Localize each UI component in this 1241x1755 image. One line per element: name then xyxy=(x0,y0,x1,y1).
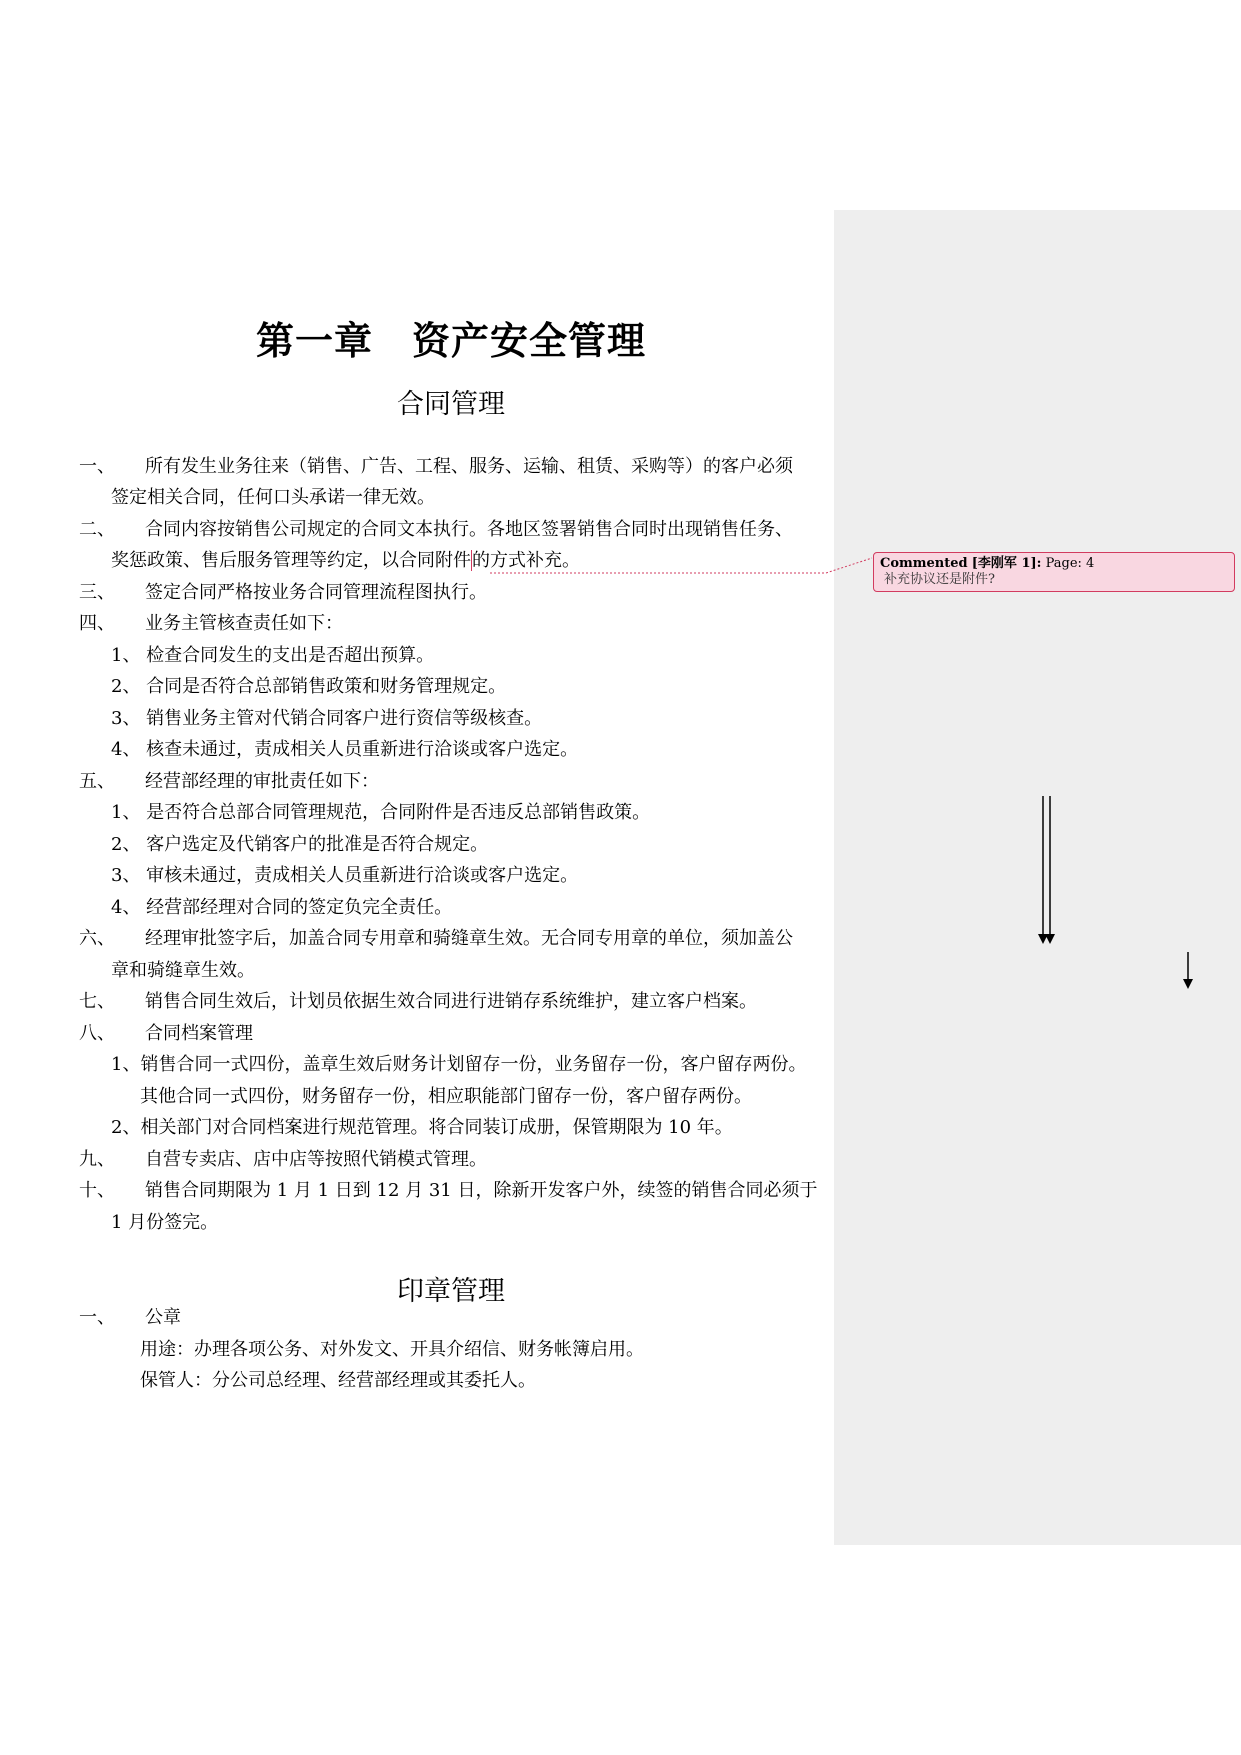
item-text: 奖惩政策、售后服务管理等约定，以合同附件 xyxy=(111,550,471,571)
item-text: 自营专卖店、店中店等按照代销模式管理。 xyxy=(145,1149,487,1170)
item-number: 九、 xyxy=(79,1149,115,1170)
section-title-contract: 合同管理 xyxy=(397,389,505,420)
item-text: 章和骑缝章生效。 xyxy=(111,960,255,981)
item-number: 六、 xyxy=(79,928,115,949)
item-number: 一、 xyxy=(79,1307,115,1328)
item-text: 签定合同严格按业务合同管理流程图执行。 xyxy=(145,582,487,603)
item-text: 经理审批签字后，加盖合同专用章和骑缝章生效。无合同专用章的单位，须加盖公 xyxy=(145,928,793,949)
comment-author: [李刚军 1]: xyxy=(971,556,1042,571)
comment-label: Commented xyxy=(880,556,968,571)
sub-item: 1、销售合同一式四份，盖章生效后财务计划留存一份，业务留存一份，客户留存两份。 xyxy=(111,1054,807,1075)
item-text: 销售合同期限为 1 月 1 日到 12 月 31 日，除新开发客户外，续签的销售合同必须于 xyxy=(145,1180,818,1201)
item-number: 三、 xyxy=(79,582,115,603)
comment-anchor-text[interactable]: 的方式补充。 xyxy=(472,550,580,571)
item-text: 保管人：分公司总经理、经营部经理或其委托人。 xyxy=(140,1370,536,1391)
sub-item: 2、相关部门对合同档案进行规范管理。将合同装订成册，保管期限为 10 年。 xyxy=(111,1117,733,1138)
item-text: 1 月份签完。 xyxy=(111,1212,219,1233)
item-number: 五、 xyxy=(79,771,115,792)
chapter-title: 第一章 资产安全管理 xyxy=(255,318,646,363)
sub-item: 1、 是否符合总部合同管理规范，合同附件是否违反总部销售政策。 xyxy=(111,802,651,823)
comment-page: Page: 4 xyxy=(1045,556,1095,571)
section-title-seal: 印章管理 xyxy=(397,1276,505,1307)
item-text: 所有发生业务往来（销售、广告、工程、服务、运输、租赁、采购等）的客户必须 xyxy=(145,456,793,477)
comment-text: 补充协议还是附件? xyxy=(884,572,995,587)
item-text: 用途：办理各项公务、对外发文、开具介绍信、财务帐簿启用。 xyxy=(140,1339,644,1360)
item-number: 十、 xyxy=(79,1180,115,1201)
sub-item: 1、 检查合同发生的支出是否超出预算。 xyxy=(111,645,435,666)
item-text: 业务主管核查责任如下： xyxy=(145,613,343,634)
item-number: 二、 xyxy=(79,519,115,540)
item-text: 销售合同生效后，计划员依据生效合同进行进销存系统维护，建立客户档案。 xyxy=(145,991,757,1012)
sub-item: 4、 核查未通过，责成相关人员重新进行洽谈或客户选定。 xyxy=(111,739,579,760)
comment-balloon[interactable] xyxy=(873,552,1235,592)
item-text: 公章 xyxy=(145,1307,181,1328)
comment-header xyxy=(880,556,1228,572)
item-number: 七、 xyxy=(79,991,115,1012)
item-text: 经营部经理的审批责任如下： xyxy=(145,771,379,792)
item-number: 八、 xyxy=(79,1023,115,1044)
item-number: 四、 xyxy=(79,613,115,634)
item-text-with-comment[interactable] xyxy=(111,549,580,573)
sub-item: 4、 经营部经理对合同的签定负完全责任。 xyxy=(111,897,453,918)
sub-item: 2、 合同是否符合总部销售政策和财务管理规定。 xyxy=(111,676,507,697)
sub-item: 3、 销售业务主管对代销合同客户进行资信等级核查。 xyxy=(111,708,543,729)
item-number: 一、 xyxy=(79,456,115,477)
sub-item: 2、 客户选定及代销客户的批准是否符合规定。 xyxy=(111,834,489,855)
item-text: 签定相关合同，任何口头承诺一律无效。 xyxy=(111,487,435,508)
sub-item: 3、 审核未通过，责成相关人员重新进行洽谈或客户选定。 xyxy=(111,865,579,886)
item-text: 合同档案管理 xyxy=(145,1023,253,1044)
sub-item: 其他合同一式四份，财务留存一份，相应职能部门留存一份，客户留存两份。 xyxy=(140,1086,752,1107)
item-text: 合同内容按销售公司规定的合同文本执行。各地区签署销售合同时出现销售任务、 xyxy=(145,519,793,540)
